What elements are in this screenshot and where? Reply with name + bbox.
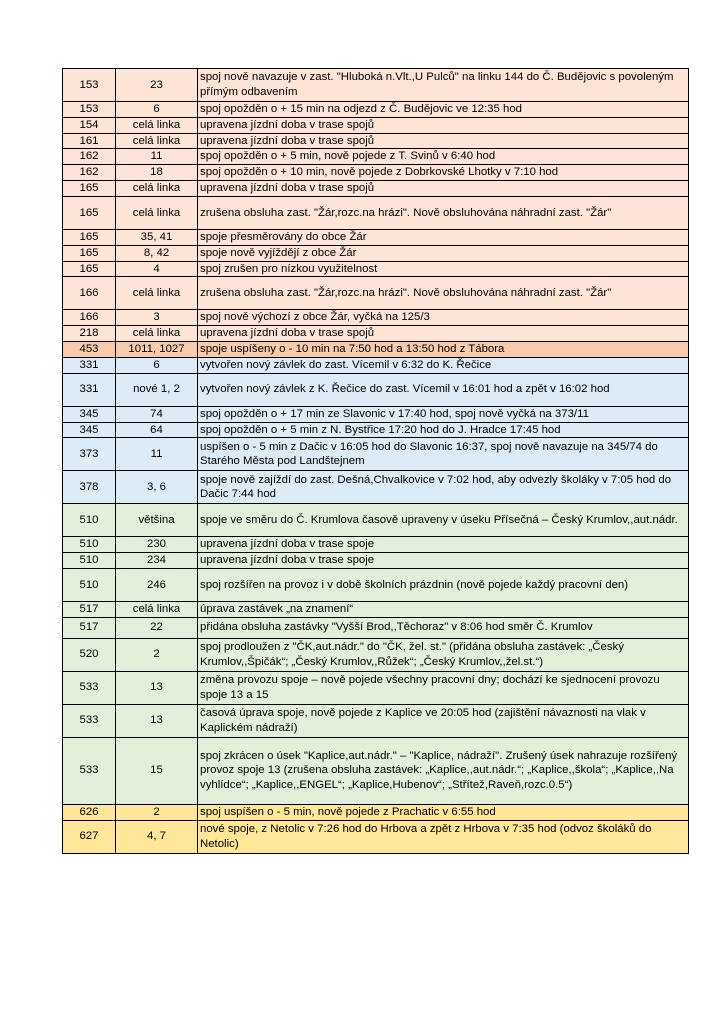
connection-cell: většina <box>116 504 198 537</box>
connection-cell: 13 <box>116 671 198 704</box>
change-description-cell: upravena jízdní doba v trase spojů <box>198 181 689 197</box>
change-description-cell: spoje přesměrovány do obce Žár <box>198 229 689 245</box>
line-number-cell: 165 <box>63 181 116 197</box>
line-number-cell: 533 <box>63 671 116 704</box>
connection-cell: celá linka <box>116 181 198 197</box>
change-description-cell: spoj zrušen pro nízkou využitelnost <box>198 261 689 277</box>
table-row <box>63 737 689 804</box>
line-number-cell: 517 <box>63 602 116 618</box>
connection-cell: 234 <box>116 553 198 569</box>
change-description-cell: spoj opožděn o + 5 min, nově pojede z T. Svinů v 6:40 hod <box>198 149 689 165</box>
table-row <box>63 69 689 102</box>
line-number-cell: 331 <box>63 373 116 406</box>
connection-cell: celá linka <box>116 326 198 342</box>
connection-cell: 22 <box>116 617 198 638</box>
change-description-cell: vytvořen nový závlek z K. Řečice do zast. Vícemil v 16:01 hod a zpět v 16:02 hod <box>198 373 689 406</box>
connection-cell: nové 1, 2 <box>116 373 198 406</box>
table-row <box>63 553 689 569</box>
line-number-cell: 378 <box>63 471 116 504</box>
table-body <box>63 69 689 854</box>
table-row <box>63 617 689 638</box>
table-row <box>63 277 689 310</box>
change-description-cell: upravena jízdní doba v trase spoje <box>198 553 689 569</box>
table-row <box>63 537 689 553</box>
change-description-cell: spoj opožděn o + 10 min, nově pojede z Dobrkovské Lhotky v 7:10 hod <box>198 165 689 181</box>
connection-cell: 4 <box>116 261 198 277</box>
connection-cell: celá linka <box>116 117 198 133</box>
table-row <box>63 569 689 602</box>
change-description-cell: úprava zastávek „na znamení“ <box>198 602 689 618</box>
table-row <box>63 229 689 245</box>
table-row <box>63 602 689 618</box>
change-description-cell: změna provozu spoje – nově pojede všechny pracovní dny; dochází ke sjednocení provozu spoje 13 a 15 <box>198 671 689 704</box>
table-row <box>63 310 689 326</box>
change-description-cell: uspíšen o - 5 min z Dačic v 16:05 hod do Slavonic 16:37, spoj nově navazuje na 345/74 do Starého Města pod Landštejnem <box>198 438 689 471</box>
table-row <box>63 117 689 133</box>
table-row <box>63 820 689 853</box>
change-description-cell: upravena jízdní doba v trase spojů <box>198 326 689 342</box>
connection-cell: 246 <box>116 569 198 602</box>
change-description-cell: přidána obsluha zastávky "Vyšší Brod,,Těchoraz" v 8:06 hod směr Č. Krumlov <box>198 617 689 638</box>
line-number-cell: 165 <box>63 229 116 245</box>
change-description-cell: vytvořen nový závlek do zast. Vícemil v 6:32 do K. Řečice <box>198 357 689 373</box>
connection-cell: celá linka <box>116 196 198 229</box>
line-number-cell: 510 <box>63 537 116 553</box>
change-description-cell: spoj nově výchozí z obce Žár, vyčká na 125/3 <box>198 310 689 326</box>
line-number-cell: 153 <box>63 102 116 118</box>
line-number-cell: 510 <box>63 553 116 569</box>
connection-cell: 230 <box>116 537 198 553</box>
change-description-cell: spoj rozšířen na provoz i v době školních prázdnin (nově pojede každý pracovní den) <box>198 569 689 602</box>
line-number-cell: 345 <box>63 406 116 422</box>
table-row <box>63 102 689 118</box>
line-number-cell: 520 <box>63 638 116 671</box>
change-description-cell: zrušena obsluha zast. "Žár,rozc.na hrázi". Nově obsluhována náhradní zast. "Žár" <box>198 277 689 310</box>
connection-cell: 3 <box>116 310 198 326</box>
table-row <box>63 504 689 537</box>
line-number-cell: 154 <box>63 117 116 133</box>
line-number-cell: 161 <box>63 133 116 149</box>
table-row <box>63 181 689 197</box>
line-number-cell: 165 <box>63 245 116 261</box>
line-number-cell: 453 <box>63 342 116 358</box>
change-description-cell: spoj nově navazuje v zast. "Hluboká n.Vlt.,U Pulců" na linku 144 do Č. Budějovic s povoleným přímým odbavením <box>198 69 689 102</box>
table-row <box>63 342 689 358</box>
connection-cell: 35, 41 <box>116 229 198 245</box>
line-number-cell: 510 <box>63 504 116 537</box>
change-description-cell: spoje uspíšeny o - 10 min na 7:50 hod a 13:50 hod z Tábora <box>198 342 689 358</box>
connection-cell: 2 <box>116 638 198 671</box>
line-number-cell: 510 <box>63 569 116 602</box>
connection-cell: 23 <box>116 69 198 102</box>
table-row <box>63 704 689 737</box>
change-description-cell: spoj zkrácen o úsek "Kaplice,aut.nádr." – "Kaplice, nádraží". Zrušený úsek nahrazuje rozšířený provoz spoje 13 (zrušena obsluha zastávek: „Kaplice,,aut.nádr.“; „Kaplice,,škola“; „Kaplice,,Na vyhlídce“; „Kaplice,,ENGEL“; „Kaplice,Hubenov“; „Střítež,Raveň,rozc.0.5“) <box>198 737 689 804</box>
change-description-cell: upravena jízdní doba v trase spoje <box>198 537 689 553</box>
change-description-cell: spoj opožděn o + 17 min ze Slavonic v 17:40 hod, spoj nově vyčká na 373/11 <box>198 406 689 422</box>
schedule-changes-table <box>62 68 689 854</box>
change-description-cell: spoje ve směru do Č. Krumlova časově upraveny v úseku Přísečná – Český Krumlov,,aut.nádr. <box>198 504 689 537</box>
line-number-cell: 165 <box>63 196 116 229</box>
line-number-cell: 162 <box>63 165 116 181</box>
line-number-cell: 517 <box>63 617 116 638</box>
table-row <box>63 638 689 671</box>
change-description-cell: spoj opožděn o + 15 min na odjezd z Č. Budějovic ve 12:35 hod <box>198 102 689 118</box>
table-row <box>63 471 689 504</box>
connection-cell: celá linka <box>116 277 198 310</box>
table-row <box>63 357 689 373</box>
change-description-cell: nové spoje, z Netolic v 7:26 hod do Hrbova a zpět z Hrbova v 7:35 hod (odvoz školáků do Netolic) <box>198 820 689 853</box>
table-row <box>63 149 689 165</box>
line-number-cell: 166 <box>63 310 116 326</box>
connection-cell: 11 <box>116 438 198 471</box>
line-number-cell: 533 <box>63 704 116 737</box>
table-row <box>63 196 689 229</box>
connection-cell: 4, 7 <box>116 820 198 853</box>
table-row <box>63 438 689 471</box>
connection-cell: 6 <box>116 102 198 118</box>
connection-cell: 1011, 1027 <box>116 342 198 358</box>
connection-cell: 74 <box>116 406 198 422</box>
connection-cell: 18 <box>116 165 198 181</box>
line-number-cell: 373 <box>63 438 116 471</box>
connection-cell: celá linka <box>116 133 198 149</box>
change-description-cell: spoj opožděn o + 5 min z N. Bystřice 17:20 hod do J. Hradce 17:45 hod <box>198 422 689 438</box>
table-row <box>63 373 689 406</box>
connection-cell: 13 <box>116 704 198 737</box>
line-number-cell: 345 <box>63 422 116 438</box>
change-description-cell: zrušena obsluha zast. "Žár,rozc.na hrázi". Nově obsluhována náhradní zast. "Žár" <box>198 196 689 229</box>
change-description-cell: spoj uspíšen o - 5 min, nově pojede z Prachatic v 6:55 hod <box>198 804 689 820</box>
table-row <box>63 133 689 149</box>
line-number-cell: 533 <box>63 737 116 804</box>
connection-cell: 3, 6 <box>116 471 198 504</box>
line-number-cell: 165 <box>63 261 116 277</box>
table-row <box>63 804 689 820</box>
line-number-cell: 626 <box>63 804 116 820</box>
connection-cell: 64 <box>116 422 198 438</box>
change-description-cell: spoj prodloužen z "ČK,aut.nádr." do "ČK, žel. st." (přidána obsluha zastávek: „Český Krumlov,,Špičák“; „Český Krumlov,,Růžek“; „Český Krumlov,,žel.st.“) <box>198 638 689 671</box>
line-number-cell: 162 <box>63 149 116 165</box>
table-row <box>63 165 689 181</box>
line-number-cell: 153 <box>63 69 116 102</box>
change-description-cell: spoje nově vyjíždějí z obce Žár <box>198 245 689 261</box>
table-row <box>63 406 689 422</box>
change-description-cell: upravena jízdní doba v trase spojů <box>198 117 689 133</box>
table-row <box>63 422 689 438</box>
line-number-cell: 166 <box>63 277 116 310</box>
line-number-cell: 627 <box>63 820 116 853</box>
change-description-cell: časová úprava spoje, nově pojede z Kaplice ve 20:05 hod (zajištění návaznosti na vlak v Kaplickém nádraží) <box>198 704 689 737</box>
connection-cell: 6 <box>116 357 198 373</box>
change-description-cell: upravena jízdní doba v trase spojů <box>198 133 689 149</box>
table-row <box>63 245 689 261</box>
line-number-cell: 331 <box>63 357 116 373</box>
table-row <box>63 326 689 342</box>
connection-cell: 15 <box>116 737 198 804</box>
connection-cell: 2 <box>116 804 198 820</box>
table-row <box>63 671 689 704</box>
table-row <box>63 261 689 277</box>
connection-cell: 11 <box>116 149 198 165</box>
line-number-cell: 218 <box>63 326 116 342</box>
connection-cell: 8, 42 <box>116 245 198 261</box>
connection-cell: celá linka <box>116 602 198 618</box>
change-description-cell: spoje nově zajíždí do zast. Dešná,Chvalkovice v 7:02 hod, aby odvezly školáky v 7:05 hod do Dačic 7:44 hod <box>198 471 689 504</box>
